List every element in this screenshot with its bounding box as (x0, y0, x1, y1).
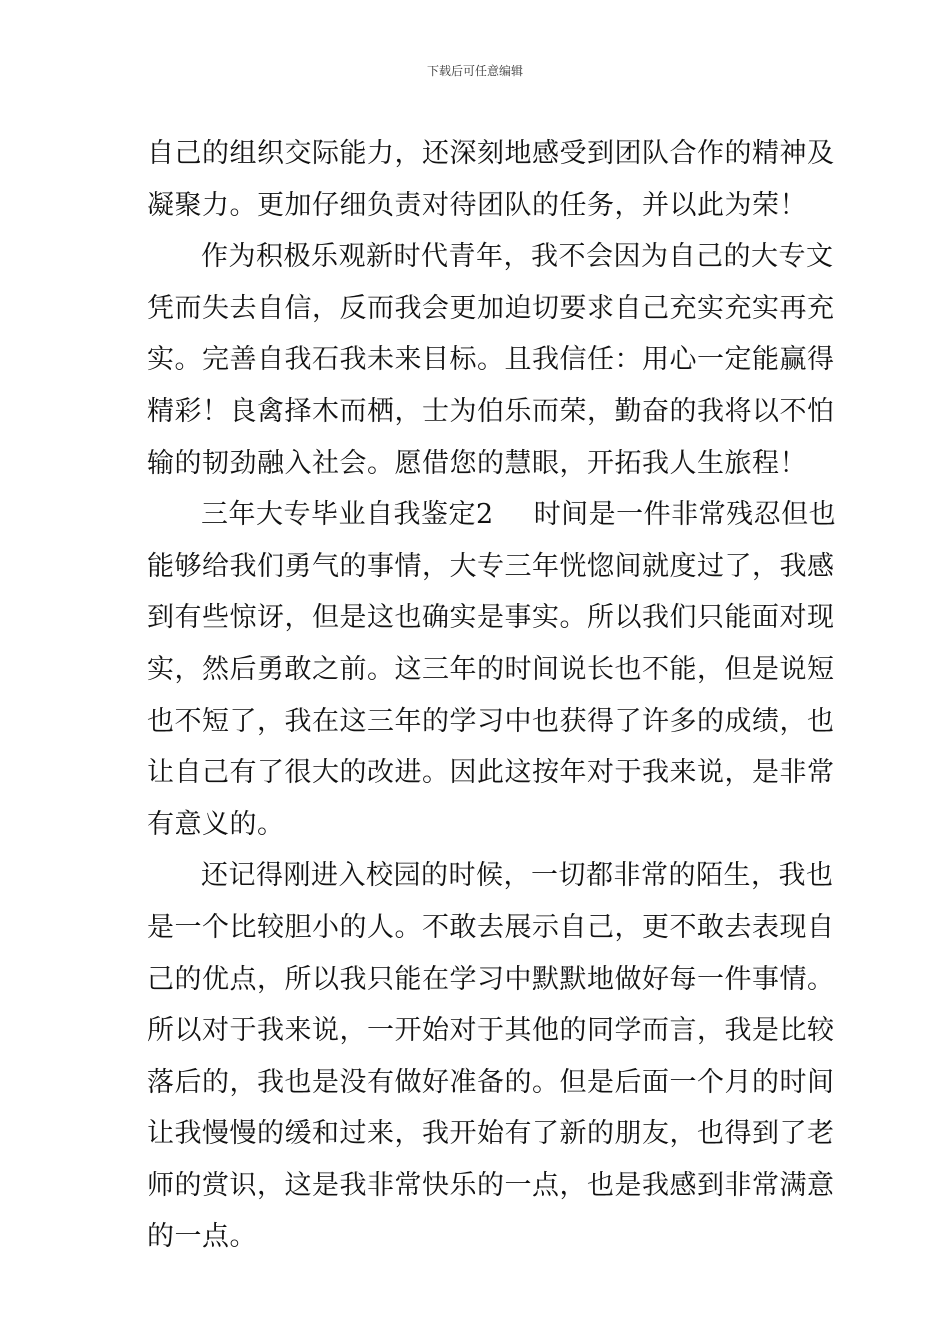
text-line: 凝聚力。更加仔细负责对待团队的任务，并以此为荣！ (147, 189, 807, 221)
text-line: 让我慢慢的缓和过来，我开始有了新的朋友，也得到了老 (147, 1118, 835, 1150)
text-line: 所以对于我来说，一开始对于其他的同学而言，我是比较 (147, 1015, 835, 1047)
text-line: 还记得刚进入校园的时候，一切都非常的陌生，我也 (201, 860, 834, 892)
paragraph-1 (147, 128, 835, 231)
text-line: 凭而失去自信，反而我会更加迫切要求自己充实充实再充 (147, 292, 835, 324)
text-line: 精彩！良禽择木而栖，士为伯乐而荣，勤奋的我将以不怕 (147, 395, 835, 427)
text-line: 实，然后勇敢之前。这三年的时间说长也不能，但是说短 (147, 653, 835, 685)
text-line: 的一点。 (147, 1221, 257, 1253)
document-body (147, 128, 837, 1263)
paragraph-4 (147, 850, 835, 1263)
text-line: 也不短了，我在这三年的学习中也获得了许多的成绩，也 (147, 705, 835, 737)
paragraph-2 (147, 231, 835, 489)
text-line: 作为积极乐观新时代青年，我不会因为自己的大专文 (201, 241, 834, 273)
text-line: 能够给我们勇气的事情，大专三年恍惚间就度过了，我感 (147, 550, 835, 582)
paragraph-3 (147, 489, 837, 850)
text-line: 到有些惊讶，但是这也确实是事实。所以我们只能面对现 (147, 602, 835, 634)
section-heading: 三年大专毕业自我鉴定2 (201, 499, 494, 531)
text-line: 师的赏识，这是我非常快乐的一点，也是我感到非常满意 (147, 1169, 835, 1201)
text-line-rest: 时间是一件非常残忍但也 (533, 499, 837, 531)
text-line: 输的韧劲融入社会。愿借您的慧眼，开拓我人生旅程！ (147, 447, 807, 479)
text-line: 让自己有了很大的改进。因此这按年对于我来说，是非常 (147, 757, 835, 789)
text-line: 有意义的。 (147, 808, 285, 840)
text-line: 是一个比较胆小的人。不敢去展示自己，更不敢去表现自 (147, 911, 835, 943)
text-line: 己的优点，所以我只能在学习中默默地做好每一件事情。 (147, 963, 835, 995)
text-line: 实。完善自我石我未来目标。且我信任：用心一定能赢得 (147, 344, 835, 376)
text-line: 落后的，我也是没有做好准备的。但是后面一个月的时间 (147, 1066, 835, 1098)
text-line: 自己的组织交际能力，还深刻地感受到团队合作的精神及 (147, 138, 835, 169)
text-line (147, 489, 837, 541)
page-header: 下载后可任意编辑 (426, 64, 523, 78)
